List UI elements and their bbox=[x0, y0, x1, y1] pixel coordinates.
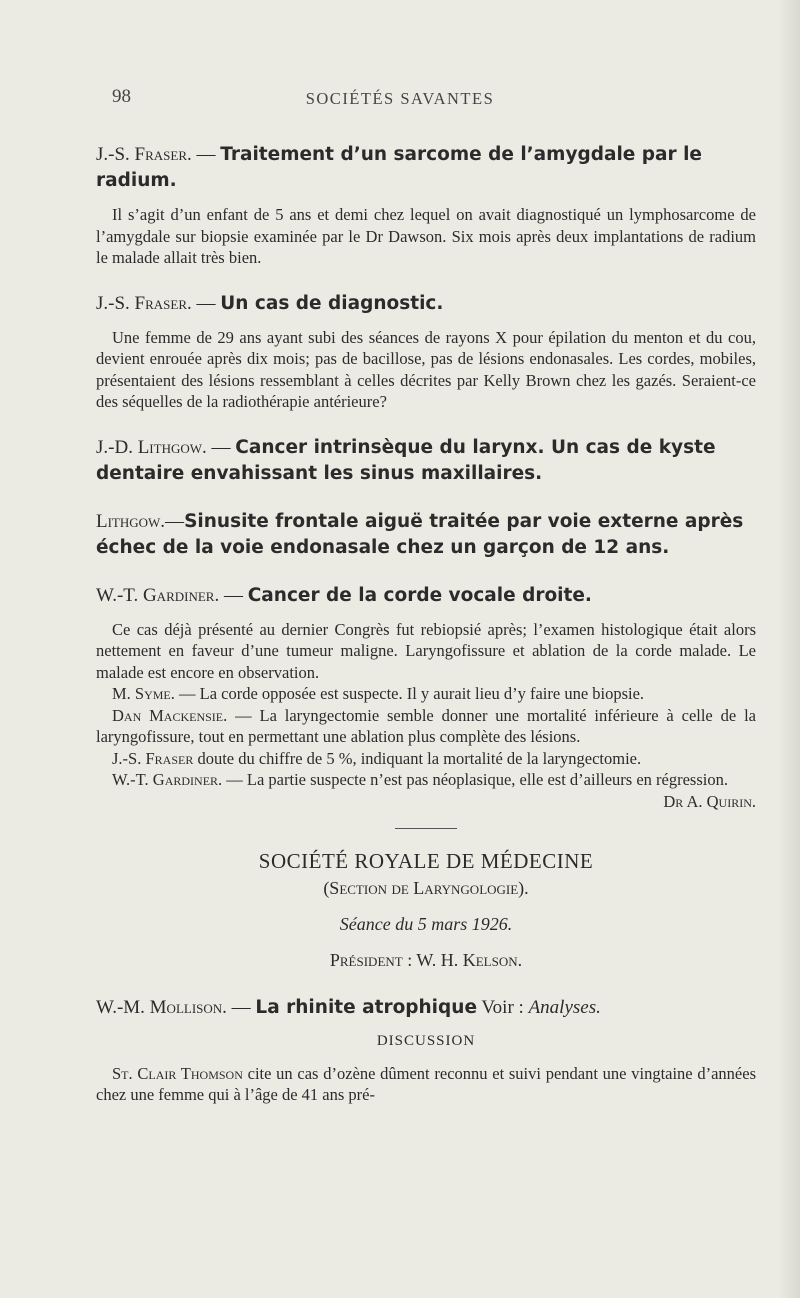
entry-title: Sinusite frontale aiguë traitée par voie externe après échec de la voie endonasale chez un garçon de 12 ans. bbox=[96, 510, 744, 558]
see-reference-label: Voir : bbox=[477, 997, 529, 1018]
page-edge-shadow bbox=[778, 0, 800, 1298]
entry-heading bbox=[96, 583, 756, 609]
entry-title: La rhinite atrophique bbox=[255, 997, 477, 1018]
entry-title: Cancer intrinsèque du larynx. Un cas de kyste dentaire envahissant les sinus maxillaires. bbox=[96, 436, 716, 484]
remark bbox=[96, 705, 756, 748]
society-name: SOCIÉTÉ ROYALE DE MÉDECINE bbox=[258, 849, 594, 873]
running-title: SOCIÉTÉS SAVANTES bbox=[305, 89, 495, 108]
remark-text: — La partie suspecte n’est pas néoplasique, elle est d’ailleurs en régression. bbox=[222, 770, 728, 789]
remark-text: — La corde opposée est suspecte. Il y aurait lieu d’y faire une biopsie. bbox=[174, 684, 645, 703]
remark bbox=[96, 683, 756, 705]
entry-text: Il s’agit d’un enfant de 5 ans et demi chez lequel on avait diagnostiqué un lymphosarcome de l’amygdale sur biopsie examinée par le Dr Dawson. Six mois après deux implantations de radium le malade allait très bien. bbox=[96, 205, 756, 267]
entry-text: Une femme de 29 ans ayant subi des séances de rayons X pour épilation du menton et du cou, devient enrouée après dix mois; pas de bacillose, pas de lésions endonasales. Les cordes, mobiles, présentaient des lésions ressemblant à celles décrites par Kelly Brown chez les gazés. Seraient-ce des séquelles de la radiothérapie antérieure? bbox=[96, 327, 756, 411]
remark bbox=[96, 769, 756, 812]
president: Président : W. H. Kelson. bbox=[329, 950, 523, 970]
entry-heading bbox=[96, 509, 756, 561]
page-number: 98 bbox=[112, 86, 131, 107]
entry-heading bbox=[96, 435, 756, 487]
entry-heading bbox=[96, 291, 756, 317]
remark-text: doute du chiffre de 5 %, indiquant la mortalité de la laryngectomie. bbox=[193, 748, 642, 768]
remark-speaker: J.-S. Fraser bbox=[112, 748, 194, 768]
entry-author: W.-T. Gardiner. — bbox=[96, 584, 248, 606]
session-date: Séance du 5 mars 1926. bbox=[339, 914, 513, 934]
entry-title: Un cas de diagnostic. bbox=[220, 292, 444, 314]
entry-author: J.-S. Fraser. — bbox=[96, 292, 221, 314]
entry-heading bbox=[96, 995, 756, 1021]
article-body bbox=[96, 142, 756, 1106]
entry-title: Traitement d’un sarcome de l’amygdale par le radium. bbox=[96, 144, 702, 191]
entry-text: Ce cas déjà présenté au dernier Congrès fut rebiopsié après; l’examen histologique était alors nettement en faveur d’une tumeur maligne. Laryngofissure et ablation de la corde malade. Le malade est encore en observation. bbox=[96, 619, 756, 682]
discussion-text bbox=[96, 1063, 756, 1106]
remark-speaker: W.-T. Gardiner. bbox=[112, 770, 223, 789]
remark-speaker: M. Syme. bbox=[112, 684, 175, 703]
discussion-speaker: St. Clair Thomson bbox=[112, 1063, 243, 1083]
entry-author: J.-D. Lithgow. — bbox=[96, 436, 236, 458]
entry-heading bbox=[96, 142, 756, 194]
entry-title: Cancer de la corde vocale droite. bbox=[247, 584, 592, 606]
see-reference: Analyses. bbox=[528, 997, 601, 1018]
signature: Dr A. Quirin. bbox=[663, 791, 756, 811]
page-header bbox=[0, 86, 800, 116]
entry-author: J.-S. Fraser. — bbox=[96, 144, 221, 165]
entry-author: W.-M. Mollison. — bbox=[96, 997, 256, 1018]
discussion-body: cite un cas d’ozène dûment reconnu et suivi pendant une vingtaine d’années chez une femme qui à l’âge de 41 ans pré- bbox=[96, 1063, 756, 1104]
remark-speaker: Dan Mackensie. bbox=[112, 705, 228, 725]
society-section: (Section de Laryngologie). bbox=[323, 878, 529, 898]
remark bbox=[96, 748, 756, 770]
remark-text: — La laryngectomie semble donner une mortalité inférieure à celle de la laryngofissure, tout en permettant une ablation plus complète des lésions. bbox=[96, 705, 756, 746]
entry-author: Lithgow.— bbox=[96, 510, 185, 532]
discussion-heading: DISCUSSION bbox=[376, 1033, 476, 1049]
